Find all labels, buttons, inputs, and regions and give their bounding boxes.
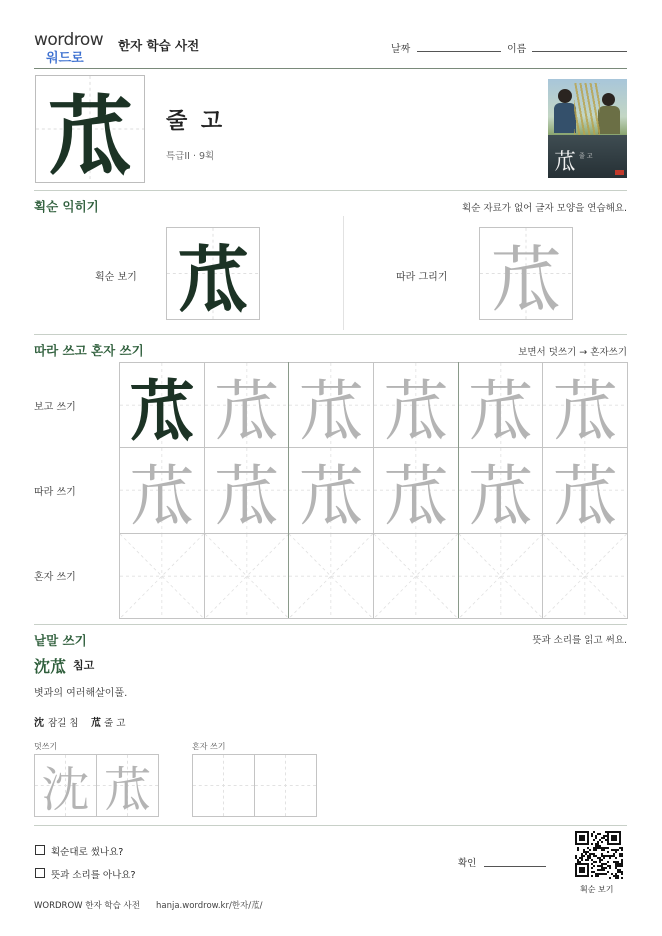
name-label: 이름	[507, 44, 527, 55]
divider-1	[34, 190, 627, 191]
check-2-box[interactable]	[35, 868, 45, 878]
gloss-2-text: 줄 고	[104, 718, 126, 729]
thumb-figure-right	[602, 93, 615, 106]
practice-cell[interactable]	[288, 362, 374, 448]
word-solo-label: 혼자 쓰기	[192, 742, 226, 751]
divider-4	[34, 825, 627, 826]
qr-code-graphic	[575, 831, 623, 879]
gloss-1-char: 沈	[34, 718, 44, 729]
check-2-label: 뜻과 소리를 아나요?	[51, 870, 136, 881]
confirm-field[interactable]	[484, 866, 546, 867]
word-trace-char-2: 苽	[103, 762, 152, 817]
stroke-trace-box[interactable]	[479, 227, 573, 320]
practice-character: 苽	[128, 371, 195, 449]
practice-character: 苽	[128, 458, 195, 534]
stroke-view-label: 획순 보기	[95, 272, 137, 283]
word-trace-label: 덧쓰기	[34, 742, 58, 751]
practice-cell-guides	[120, 534, 204, 618]
practice-character: 苽	[213, 372, 280, 449]
practice-row-label-3: 혼자 쓰기	[34, 572, 76, 584]
qr-code[interactable]	[575, 831, 623, 879]
word-solo-cell-1[interactable]	[192, 754, 255, 817]
practice-cell[interactable]	[119, 362, 205, 448]
practice-cell[interactable]	[204, 447, 290, 533]
practice-character: 苽	[213, 458, 280, 534]
thumb-badge	[615, 170, 624, 175]
stroke-section-vdivider	[343, 216, 344, 330]
practice-section-note: 보면서 덧쓰기 → 혼자쓰기	[518, 347, 627, 358]
thumb-figure-left-body	[554, 103, 576, 133]
qr-caption: 획순 보기	[580, 885, 614, 894]
hero-meaning: 줄 고	[166, 109, 226, 134]
thumb-plants	[574, 83, 600, 139]
practice-cell-guides	[205, 534, 289, 618]
practice-row-labels	[34, 362, 114, 618]
thumb-figure-left	[558, 89, 572, 103]
thumb-character: 苽	[554, 150, 577, 175]
stroke-section-note: 획순 자료가 없어 글자 모양을 연습해요.	[462, 203, 627, 214]
footer-brand: WORDROW 한자 학습 사전	[34, 901, 140, 911]
check-1-label: 획순대로 썼나요?	[51, 847, 124, 858]
word-trace-cell-1[interactable]	[34, 754, 97, 817]
stroke-view-character: 苽	[176, 236, 249, 320]
check-1-box[interactable]	[35, 845, 45, 855]
stroke-trace-character: 苽	[489, 237, 562, 320]
stroke-section-title: 획순 익히기	[34, 199, 99, 214]
thumb-caption: 줄 고	[579, 153, 593, 160]
practice-cell[interactable]	[373, 533, 459, 619]
practice-cell[interactable]	[542, 362, 628, 448]
brand-title: 한자 학습 사전	[118, 38, 200, 53]
stroke-view-box	[166, 227, 260, 320]
practice-cell[interactable]	[288, 533, 374, 619]
hero-character-box	[35, 75, 145, 183]
practice-character: 苽	[552, 458, 619, 534]
hero-thumbnail[interactable]	[548, 79, 627, 178]
word-section-title: 낱말 쓰기	[34, 633, 87, 648]
practice-cell[interactable]	[542, 533, 628, 619]
word-solo-cell-2[interactable]	[254, 754, 317, 817]
gloss-2-char: 苽	[91, 718, 101, 729]
practice-cell[interactable]	[119, 533, 205, 619]
divider-2	[34, 334, 627, 335]
practice-cell-guides	[543, 534, 627, 618]
practice-cell[interactable]	[288, 447, 374, 533]
confirm-label: 확인	[458, 858, 477, 869]
practice-cell[interactable]	[119, 447, 205, 533]
logo-korean: 워드로	[46, 51, 84, 66]
stroke-trace-label: 따라 그리기	[396, 272, 448, 283]
footer-url[interactable]: hanja.wordrow.kr/한자/苽/	[156, 901, 263, 911]
practice-cell[interactable]	[204, 362, 290, 448]
word-trace-cell-2[interactable]	[96, 754, 159, 817]
word-section-note: 뜻과 소리를 읽고 써요.	[532, 635, 627, 646]
logo-wordrow: wordrow	[34, 30, 104, 50]
practice-cell[interactable]	[458, 533, 544, 619]
practice-group-separator	[458, 362, 459, 618]
word-solo-guides-1	[193, 755, 254, 816]
word-solo-guides-2	[255, 755, 316, 816]
practice-character: 苽	[552, 372, 619, 449]
practice-group-separator	[288, 362, 289, 618]
divider-3	[34, 624, 627, 625]
practice-cell[interactable]	[458, 362, 544, 448]
word-trace-char-1: 沈	[41, 762, 90, 817]
practice-cell-guides	[459, 534, 543, 618]
practice-cell[interactable]	[458, 447, 544, 533]
word-definition: 볏과의 여러해살이풀.	[34, 688, 128, 699]
hero-grade: 특급II · 9획	[166, 151, 215, 162]
practice-character: 苽	[467, 372, 534, 449]
word-reading: 침고	[73, 659, 95, 672]
practice-cell[interactable]	[373, 362, 459, 448]
practice-character: 苽	[298, 458, 365, 534]
practice-character: 苽	[382, 372, 449, 449]
gloss-1-text: 잠길 침	[48, 718, 79, 729]
practice-row-label-2: 따라 쓰기	[34, 487, 76, 498]
practice-cell[interactable]	[542, 447, 628, 533]
header-divider	[34, 68, 627, 69]
practice-cell-guides	[289, 534, 373, 618]
date-label: 날짜	[391, 44, 411, 55]
practice-grid	[119, 362, 627, 618]
word-hanja: 沈苽	[34, 657, 67, 676]
hero-character: 苽	[47, 86, 133, 183]
practice-cell[interactable]	[204, 533, 290, 619]
practice-section-title: 따라 쓰고 혼자 쓰기	[34, 343, 144, 358]
brand-logo[interactable]	[34, 30, 112, 66]
thumb-figure-right-body	[598, 106, 620, 134]
practice-character: 苽	[298, 372, 365, 449]
practice-cell[interactable]	[373, 447, 459, 533]
practice-row-label-1: 보고 쓰기	[34, 401, 76, 413]
name-field[interactable]	[532, 51, 627, 52]
practice-character: 苽	[467, 458, 534, 534]
practice-cell-guides	[374, 534, 458, 618]
date-field[interactable]	[417, 51, 501, 52]
practice-character: 苽	[382, 458, 449, 534]
